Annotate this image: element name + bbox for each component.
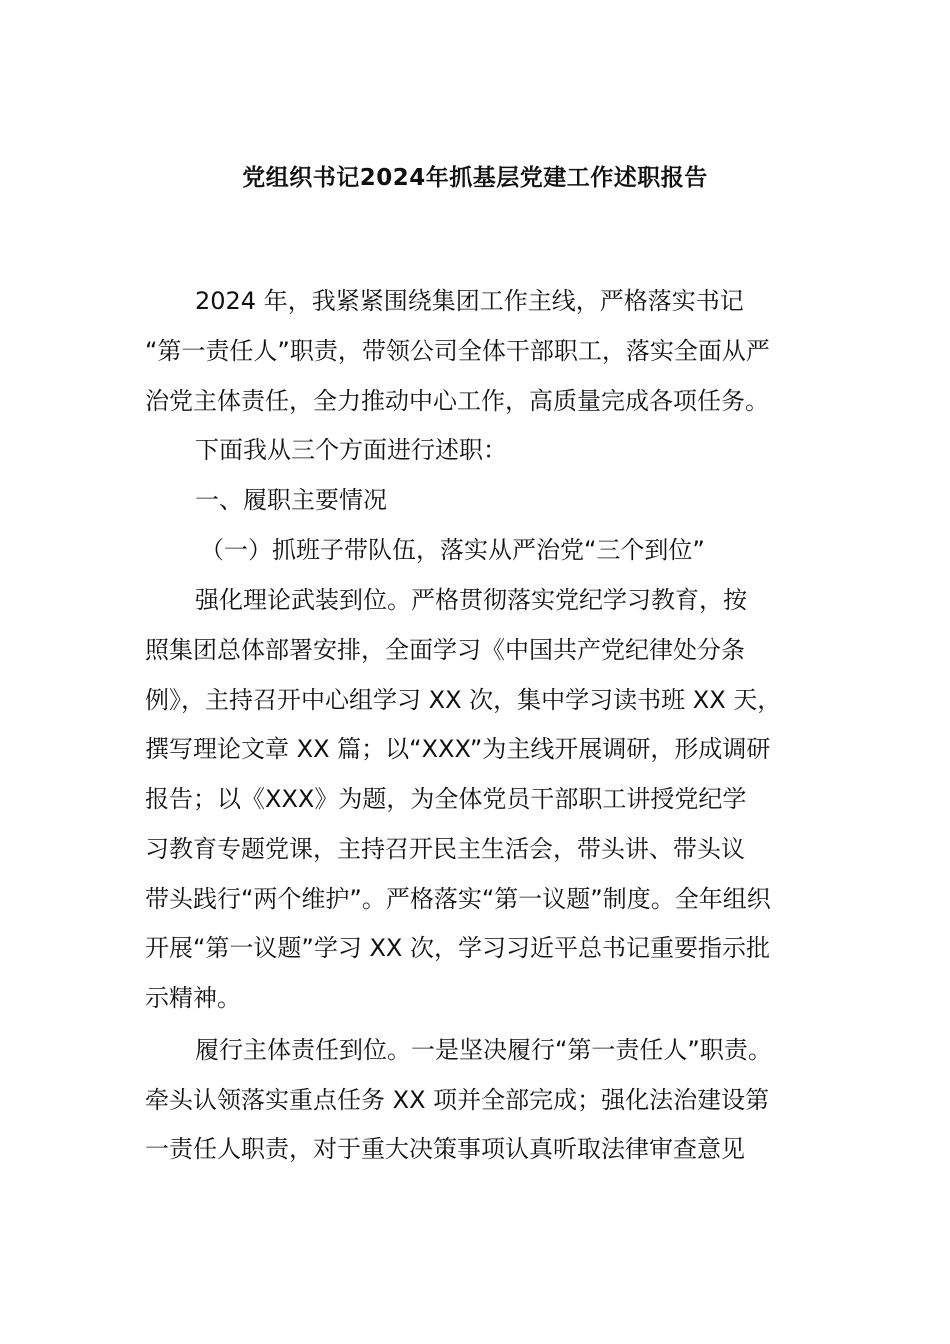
- paragraph-line: 撰写理论文章 XX 篇；以“XXX”为主线开展调研，形成调研: [145, 735, 771, 763]
- paragraph-line: 报告；以《XXX》为题，为全体党员干部职工讲授党纪学: [145, 785, 747, 813]
- paragraph-line: 示精神。: [145, 984, 241, 1012]
- document-title: 党组织书记2024年抓基层党建工作述职报告: [242, 165, 708, 191]
- paragraph-line: 照集团总体部署安排，全面学习《中国共产党纪律处分条: [145, 636, 745, 664]
- paragraph-line: “第一责任人”职责，带领公司全体干部职工，落实全面从严: [145, 337, 770, 365]
- section-heading: 一、履职主要情况: [195, 486, 387, 514]
- paragraph-line: 治党主体责任，全力推动中心工作，高质量完成各项任务。: [145, 387, 769, 415]
- paragraph-line: 带头践行“两个维护”。严格落实“第一议题”制度。全年组织: [145, 885, 771, 913]
- paragraph-line: 牵头认领落实重点任务 XX 项并全部完成；强化法治建设第: [145, 1086, 770, 1114]
- subsection-heading: （一）抓班子带队伍，落实从严治党“三个到位”: [200, 536, 705, 564]
- paragraph-line: 例》，主持召开中心组学习 XX 次，集中学习读书班 XX 天，: [145, 686, 782, 714]
- paragraph-line: 下面我从三个方面进行述职：: [195, 436, 507, 464]
- paragraph-line: 习教育专题党课，主持召开民主生活会，带头讲、带头议: [145, 835, 745, 863]
- paragraph-line: 开展“第一议题”学习 XX 次，学习习近平总书记重要指示批: [145, 934, 771, 962]
- paragraph-line: 一责任人职责，对于重大决策事项认真听取法律审查意见: [145, 1135, 745, 1163]
- paragraph-line: 履行主体责任到位。一是坚决履行“第一责任人”职责。: [195, 1036, 772, 1064]
- paragraph-line: 2024 年，我紧紧围绕集团工作主线，严格落实书记: [195, 287, 744, 315]
- paragraph-line: 强化理论武装到位。严格贯彻落实党纪学习教育，按: [195, 586, 747, 614]
